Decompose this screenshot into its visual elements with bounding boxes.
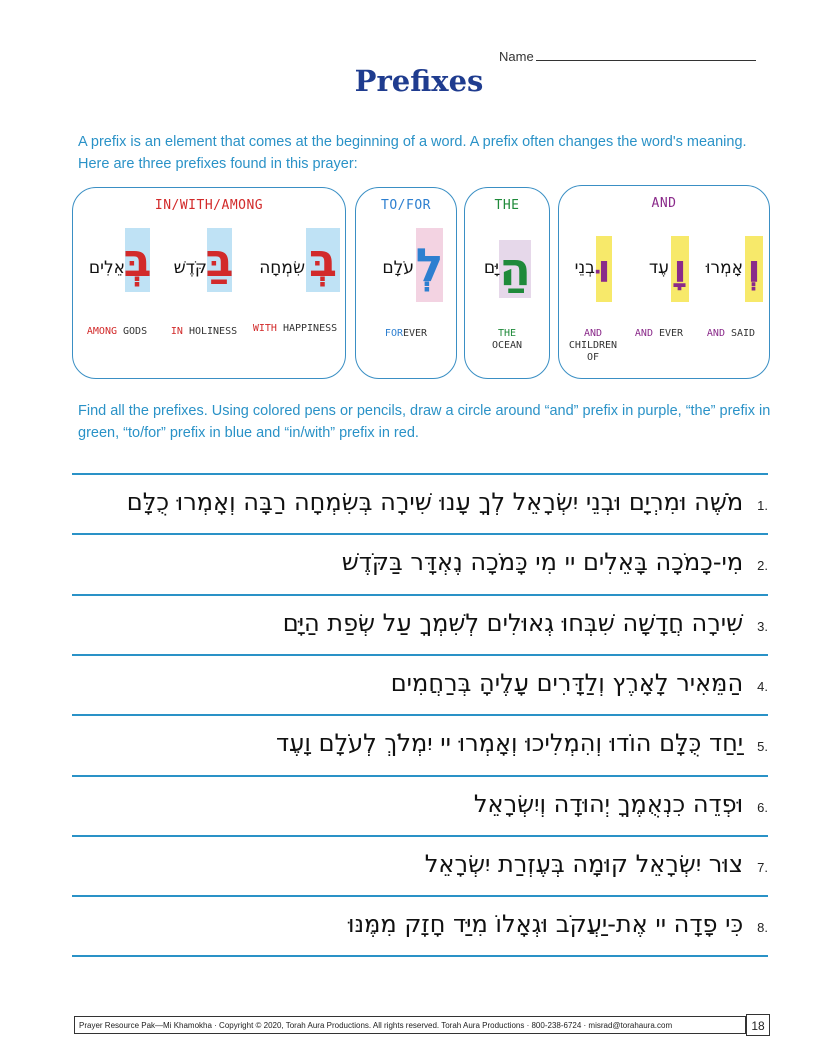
page-title: Prefixes (354, 64, 484, 98)
line-rule (72, 895, 768, 897)
page-number: 18 (746, 1014, 770, 1036)
box-label-and: AND (651, 196, 677, 211)
instructions-text: Find all the prefixes. Using colored pens or pencils, draw a circle around “and” prefix in purple, “the” prefix in green, “to/for” prefix in blue and “in/with” prefix in red. (78, 403, 771, 441)
line-rule (72, 533, 768, 535)
line-rule (72, 714, 768, 716)
prefix-highlight: הַ (499, 242, 531, 296)
line-hebrew[interactable]: הַמֵּאִיר לָאָרֶץ וְלַדָּרִים עָלֶיהָ בְּרַחֲמִים (390, 669, 744, 697)
practice-line-6[interactable] (88, 790, 768, 818)
box-label-to-for: TO/FOR (381, 198, 431, 213)
practice-line-4[interactable] (88, 669, 768, 697)
line-number: .6 (757, 800, 768, 815)
line-rule (72, 473, 768, 475)
line-hebrew[interactable]: שִׁירָה חֲדָשָׁה שִׁבְּחוּ גְאוּלִים לְשִׁמְךָ עַל שְׂפַת הַיָּם (282, 609, 744, 637)
line-hebrew[interactable]: כִּי פָדָה יי אֶת-יַעֲקֹב וּגְאָלוֹ מִיַּד חָזָק מִמֶּנּוּ (347, 910, 744, 938)
line-number: .4 (757, 679, 768, 694)
practice-line-5[interactable] (88, 729, 768, 757)
line-rule (72, 835, 768, 837)
prefix-highlight: לְ (416, 228, 443, 302)
line-rule (72, 594, 768, 596)
line-hebrew[interactable]: מֹשֶׁה וּמִרְיָם וּבְנֵי יִשְׂרָאֵל לְךָ עָנוּ שִׁירָה בְּשִׂמְחָה רַבָּה וְאָמְרוּ כֻלָּם (126, 488, 744, 516)
name-field[interactable] (499, 49, 756, 64)
box-in-with-among: IN/WITH/AMONG בְּ אֵלִים AMONG GODS בַּ קֹּדֶשׁ IN HOLINESS בְּ שִׂמְחָה WITH HAPPINESS (72, 187, 346, 379)
practice-line-7[interactable] (88, 850, 768, 878)
practice-line-2[interactable] (88, 548, 768, 576)
practice-line-1[interactable] (88, 488, 768, 516)
line-rule (72, 955, 768, 957)
name-label: Name (499, 49, 534, 64)
box-the: THE הַ יָּם THE OCEAN (464, 187, 550, 379)
line-number: .2 (757, 558, 768, 573)
box-to-for: TO/FOR לְ עֹלָם FOREVER (355, 187, 457, 379)
prefix-highlight: וּ (596, 236, 612, 302)
name-blank-line[interactable] (536, 49, 756, 61)
box-label-in-with: IN/WITH/AMONG (154, 198, 264, 213)
line-rule (72, 775, 768, 777)
line-number: .7 (757, 860, 768, 875)
copyright-footer: Prayer Resource Pak—Mi Khamokha · Copyright © 2020, Torah Aura Productions. All rights reserved. Torah Aura Productions · 800-238-6724 · misrad@torahaura.com (74, 1016, 746, 1034)
line-number: .1 (757, 498, 768, 513)
line-hebrew[interactable]: וּפְדֵה כִנְאֻמֶךָ יְהוּדָה וְיִשְׂרָאֵל (473, 790, 744, 818)
line-hebrew[interactable]: מִי-כָמֹכָה בָּאֵלִים יי מִי כָּמֹכָה נֶאְדָּר בַּקֹּדֶשׁ (341, 548, 744, 576)
line-hebrew[interactable]: יַחַד כֻּלָּם הוֹדוּ וְהִמְלִיכוּ וְאָמְרוּ יי יִמְלֹךְ לְעֹלָם וָעֶד (276, 729, 744, 757)
prefix-highlight: וָ (671, 236, 689, 302)
prefix-highlight: בְּ (306, 228, 340, 292)
prefix-highlight: בַּ (207, 228, 232, 292)
line-number: .8 (757, 920, 768, 935)
line-rule (72, 654, 768, 656)
line-number: .5 (757, 739, 768, 754)
prefix-highlight: בְּ (125, 228, 150, 292)
line-hebrew[interactable]: צוּר יִשְׂרָאֵל קוּמָה בְּעֶזְרַת יִשְׂרָאֵל (424, 850, 744, 878)
intro-text: A prefix is an element that comes at the beginning of a word. A prefix often changes the word's meaning. Here are three prefixes found in this prayer: (78, 134, 747, 172)
practice-line-8[interactable] (88, 910, 768, 938)
line-number: .3 (757, 619, 768, 634)
practice-line-3[interactable] (88, 609, 768, 637)
box-label-the: THE (494, 198, 520, 213)
prefix-highlight: וְ (745, 236, 763, 302)
box-and: AND וּ בְנֵי AND CHILDREN OF וָ עֶד AND EVER וְ אָמְרוּ AND SAID (558, 185, 770, 379)
